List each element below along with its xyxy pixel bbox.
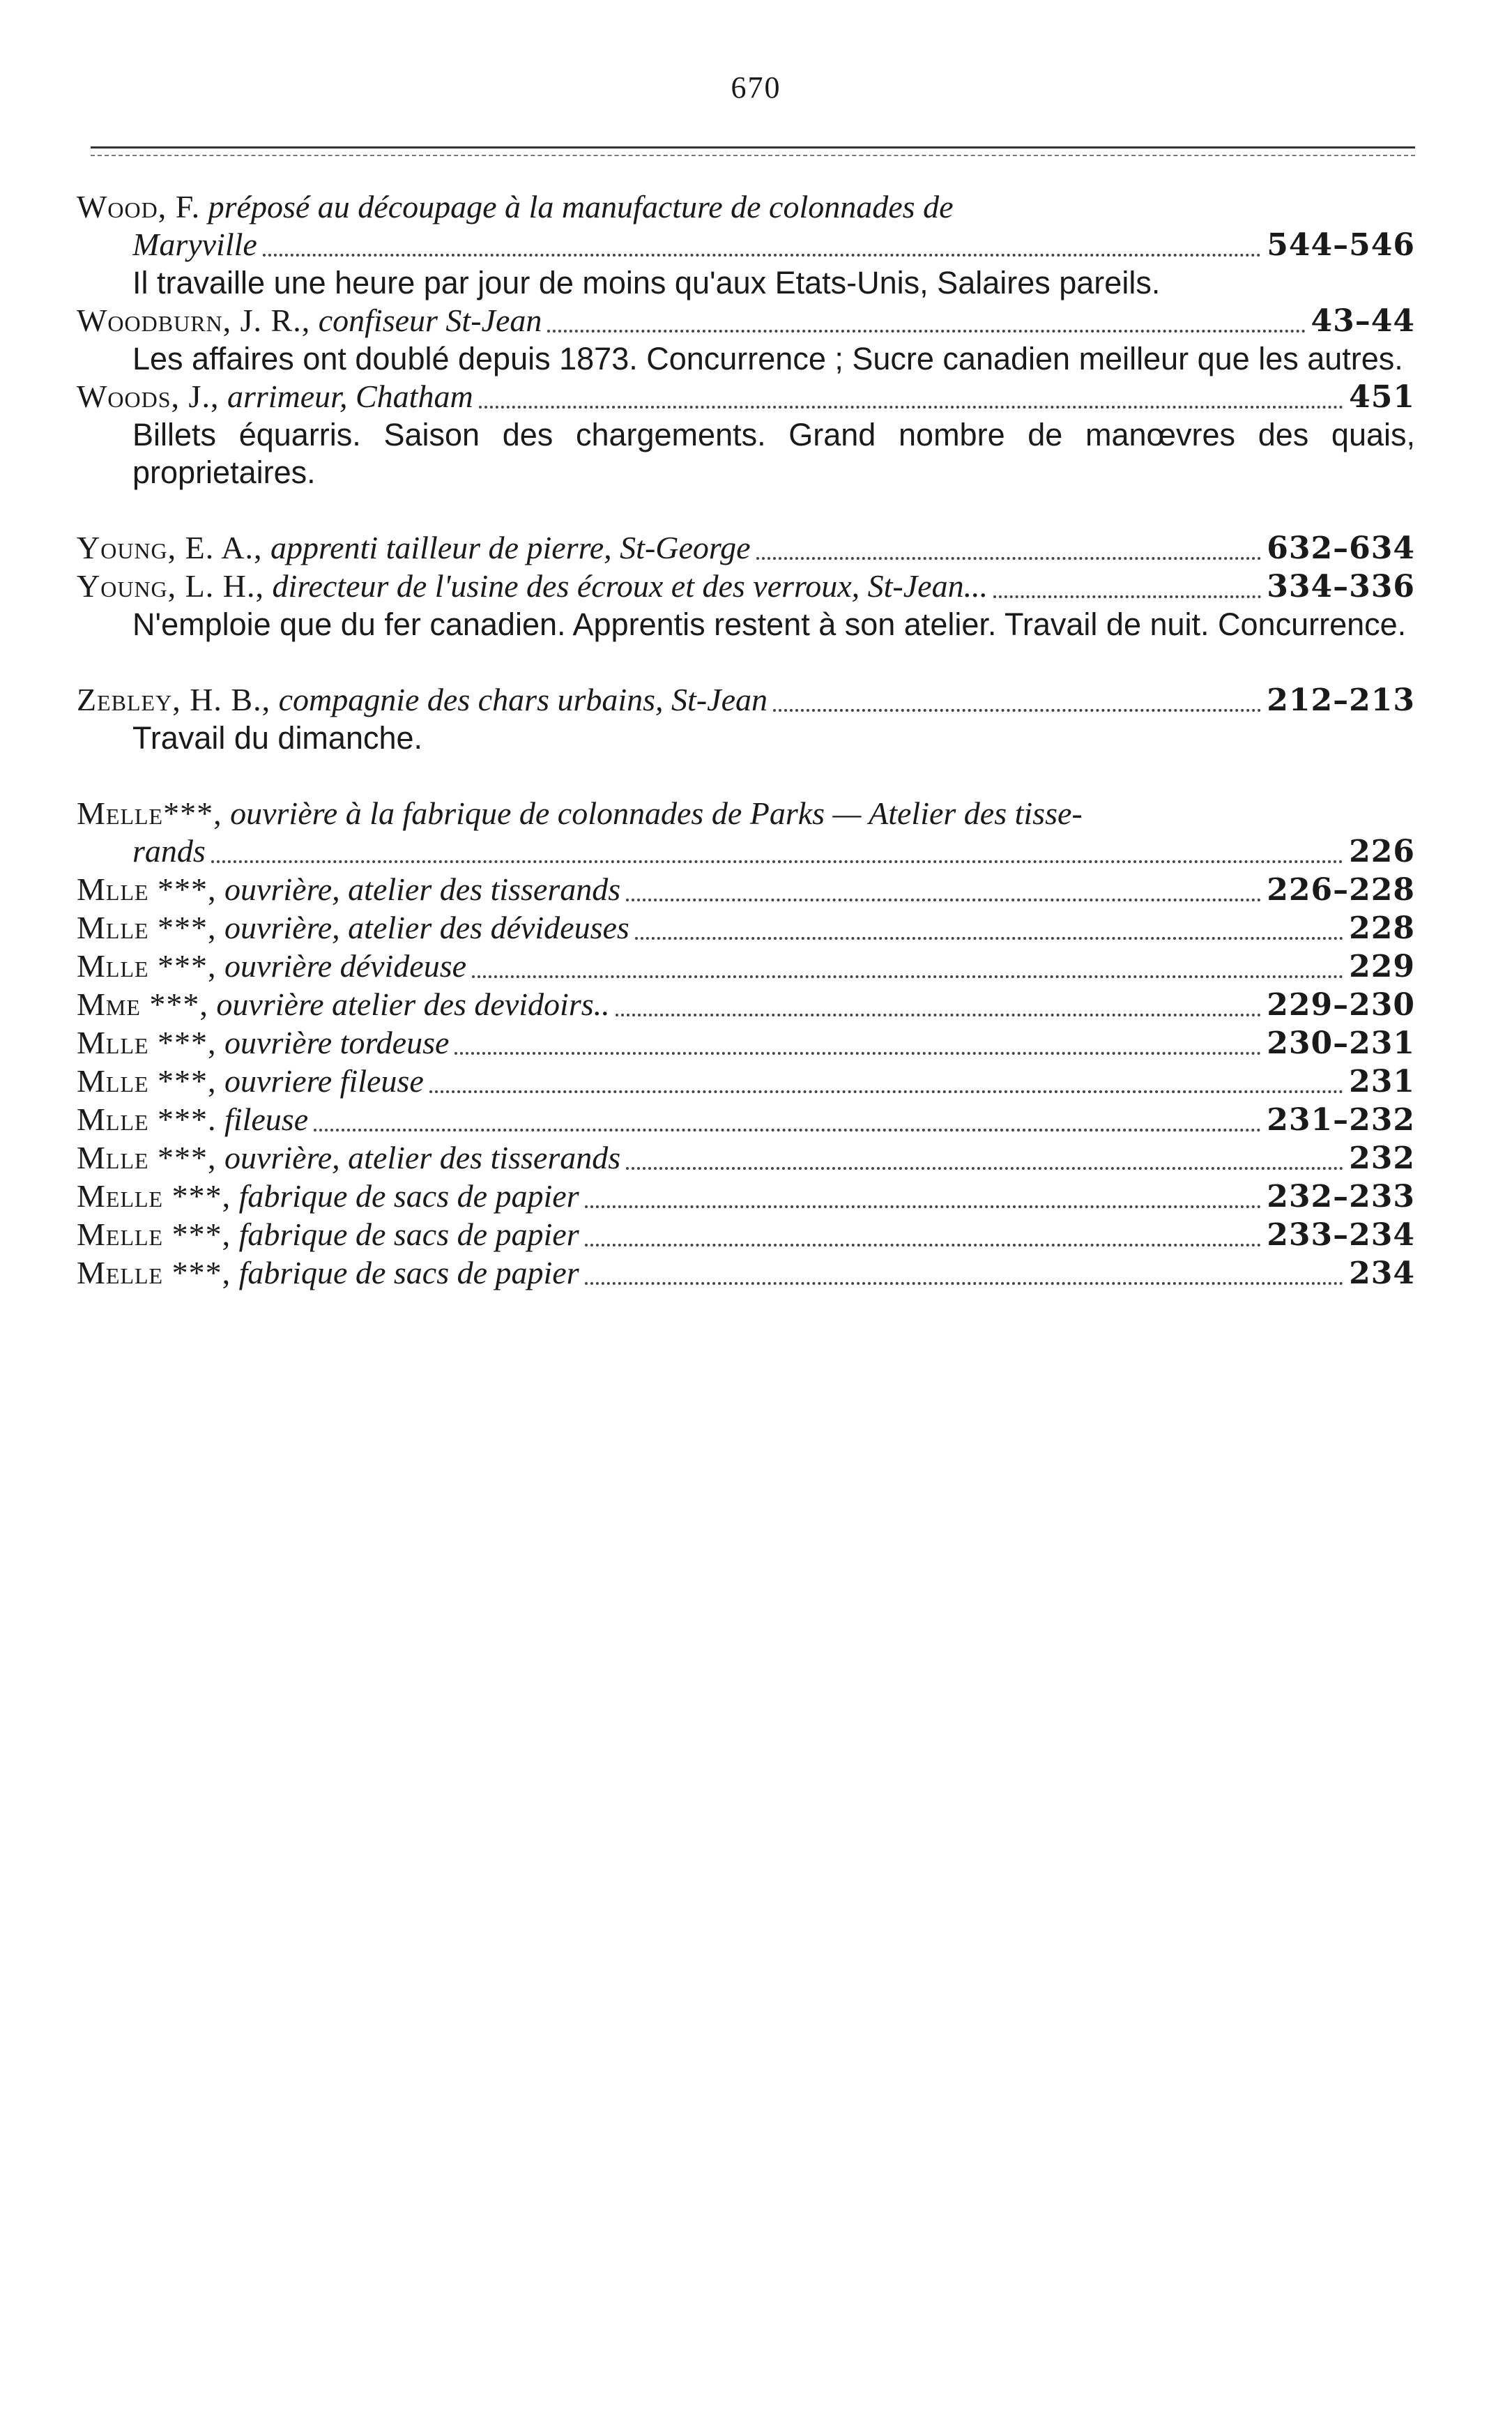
entry-pages: 232–233: [1267, 1179, 1415, 1214]
entry-pages: 451: [1349, 379, 1415, 415]
leader-dots: [626, 899, 1261, 901]
entry-pages: 229–230: [1267, 987, 1415, 1023]
entry-pages: 229: [1349, 949, 1415, 984]
entry-pages: 233–234: [1267, 1217, 1415, 1253]
entry-description: ouvrière dévideuse: [224, 948, 467, 984]
entry-name: Melle ***,: [77, 1217, 231, 1252]
entry-description: ouvrière, atelier des tisserands: [224, 871, 621, 907]
leader-dots: [211, 860, 1343, 863]
leader-dots: [756, 557, 1262, 560]
list-item: [77, 1101, 1415, 1139]
entry-pages: 232: [1349, 1141, 1415, 1176]
entry-name: Young, L. H.,: [77, 568, 264, 604]
entry-name: Mlle ***,: [77, 910, 217, 945]
entry-name: Woodburn, J. R.,: [77, 303, 311, 338]
entry-name: Mlle ***,: [77, 1063, 217, 1099]
leader-dots: [455, 1052, 1261, 1055]
entry-name: Melle ***,: [77, 1255, 231, 1290]
entry-description: ouvriere fileuse: [224, 1063, 424, 1099]
index-entry-wood: [77, 188, 1415, 302]
entry-description: compagnie des chars urbains, St-Jean: [278, 682, 768, 717]
page-number: 670: [731, 70, 781, 105]
melle-entries-list: [77, 871, 1415, 1293]
entry-description: ouvrière tordeuse: [224, 1025, 450, 1060]
list-item: [77, 1216, 1415, 1254]
leader-dots: [585, 1244, 1262, 1246]
entry-description: fileuse: [224, 1101, 309, 1137]
leader-dots: [472, 975, 1343, 978]
entry-description: apprenti tailleur de pierre, St-George: [270, 530, 751, 565]
entry-pages: 226–228: [1267, 872, 1415, 908]
leader-dots: [479, 406, 1343, 409]
index-entry-zebley: [77, 681, 1415, 757]
entry-pages: 230–231: [1267, 1025, 1415, 1061]
entry-pages: 226: [1349, 834, 1415, 869]
entry-pages: 334–336: [1267, 569, 1415, 604]
header-rule: [91, 146, 1415, 148]
section-gap: [77, 491, 1415, 529]
section-gap: [77, 643, 1415, 681]
leader-dots: [585, 1205, 1262, 1208]
leader-dots: [585, 1282, 1344, 1285]
leader-dots: [616, 1014, 1262, 1016]
entry-name: Melle***,: [77, 795, 222, 831]
leader-dots: [773, 709, 1261, 712]
index-entry-young-lh: [77, 567, 1415, 643]
entry-name: Mlle ***.: [77, 1101, 217, 1137]
entry-name: Woods, J.,: [77, 379, 220, 414]
entry-description: fabrique de sacs de papier: [238, 1178, 579, 1214]
entry-note: Travail du dimanche.: [132, 720, 423, 756]
entry-name: Mlle ***,: [77, 1025, 217, 1060]
entry-description: ouvrière, atelier des tisserands: [224, 1140, 621, 1175]
entry-description: fabrique de sacs de papier: [238, 1255, 579, 1290]
entry-pages: 231–232: [1267, 1102, 1415, 1138]
entry-name: Wood, F.: [77, 189, 201, 224]
entry-description: confiseur St-Jean: [318, 303, 542, 338]
list-item: [77, 909, 1415, 947]
section-gap: [77, 757, 1415, 795]
leader-dots: [314, 1129, 1261, 1131]
list-item: [77, 1024, 1415, 1062]
entry-note: N'emploie que du fer canadien. Apprentis restent à son atelier. Travail de nuit. Concurrence.: [132, 607, 1407, 642]
entry-description: arrimeur, Chatham: [227, 379, 473, 414]
list-item: [77, 1254, 1415, 1293]
entry-note: Il travaille une heure par jour de moins qu'aux Etats-Unis, Salaires pareils.: [132, 265, 1161, 300]
entry-description: directeur de l'usine des écroux et des verroux, St-Jean...: [272, 568, 988, 604]
entry-description: ouvrière à la fabrique de colonnades de Parks — Atelier des tisse-: [230, 795, 1083, 831]
entry-pages: 632–634: [1267, 531, 1415, 566]
entry-note: Billets équarris. Saison des chargements. Grand nombre de manœvres des quais, proprietaires.: [132, 417, 1415, 490]
leader-dots: [429, 1090, 1343, 1093]
leader-dots: [626, 1167, 1343, 1170]
entry-note: Les affaires ont doublé depuis 1873. Concurrence ; Sucre canadien meilleur que les autres.: [132, 341, 1403, 376]
list-item: [77, 1139, 1415, 1177]
leader-dots: [993, 595, 1261, 598]
entry-name: Zebley, H. B.,: [77, 682, 271, 717]
entry-description-continued: Maryville: [132, 227, 257, 262]
index-entry-melle-parks: [77, 795, 1415, 871]
index-entry-young-ea: [77, 529, 1415, 567]
index-content: [77, 188, 1415, 1293]
header-rule-secondary: [91, 155, 1415, 156]
entry-description: préposé au découpage à la manufacture de colonnades de: [208, 189, 954, 224]
entry-pages: 212–213: [1267, 683, 1415, 718]
list-item: [77, 871, 1415, 909]
entry-name: Mme ***,: [77, 986, 208, 1022]
leader-dots: [547, 330, 1305, 333]
entry-description: ouvrière atelier des devidoirs..: [216, 986, 610, 1022]
entry-name: Melle ***,: [77, 1178, 231, 1214]
entry-name: Mlle ***,: [77, 871, 217, 907]
entry-name: Mlle ***,: [77, 948, 217, 984]
entry-description-continued: rands: [132, 833, 206, 869]
entry-pages: 544–546: [1267, 227, 1415, 263]
list-item: [77, 1177, 1415, 1216]
entry-pages: 228: [1349, 910, 1415, 946]
leader-dots: [263, 254, 1261, 257]
list-item: [77, 986, 1415, 1024]
entry-pages: 43–44: [1311, 303, 1415, 339]
list-item: [77, 1062, 1415, 1101]
index-entry-woodburn: [77, 302, 1415, 378]
entry-description: fabrique de sacs de papier: [238, 1217, 579, 1252]
entry-name: Mlle ***,: [77, 1140, 217, 1175]
leader-dots: [635, 937, 1343, 940]
index-entry-woods: [77, 378, 1415, 491]
list-item: [77, 947, 1415, 986]
entry-description: ouvrière, atelier des dévideuses: [224, 910, 629, 945]
entry-pages: 231: [1349, 1064, 1415, 1099]
entry-pages: 234: [1349, 1256, 1415, 1291]
entry-name: Young, E. A.,: [77, 530, 263, 565]
